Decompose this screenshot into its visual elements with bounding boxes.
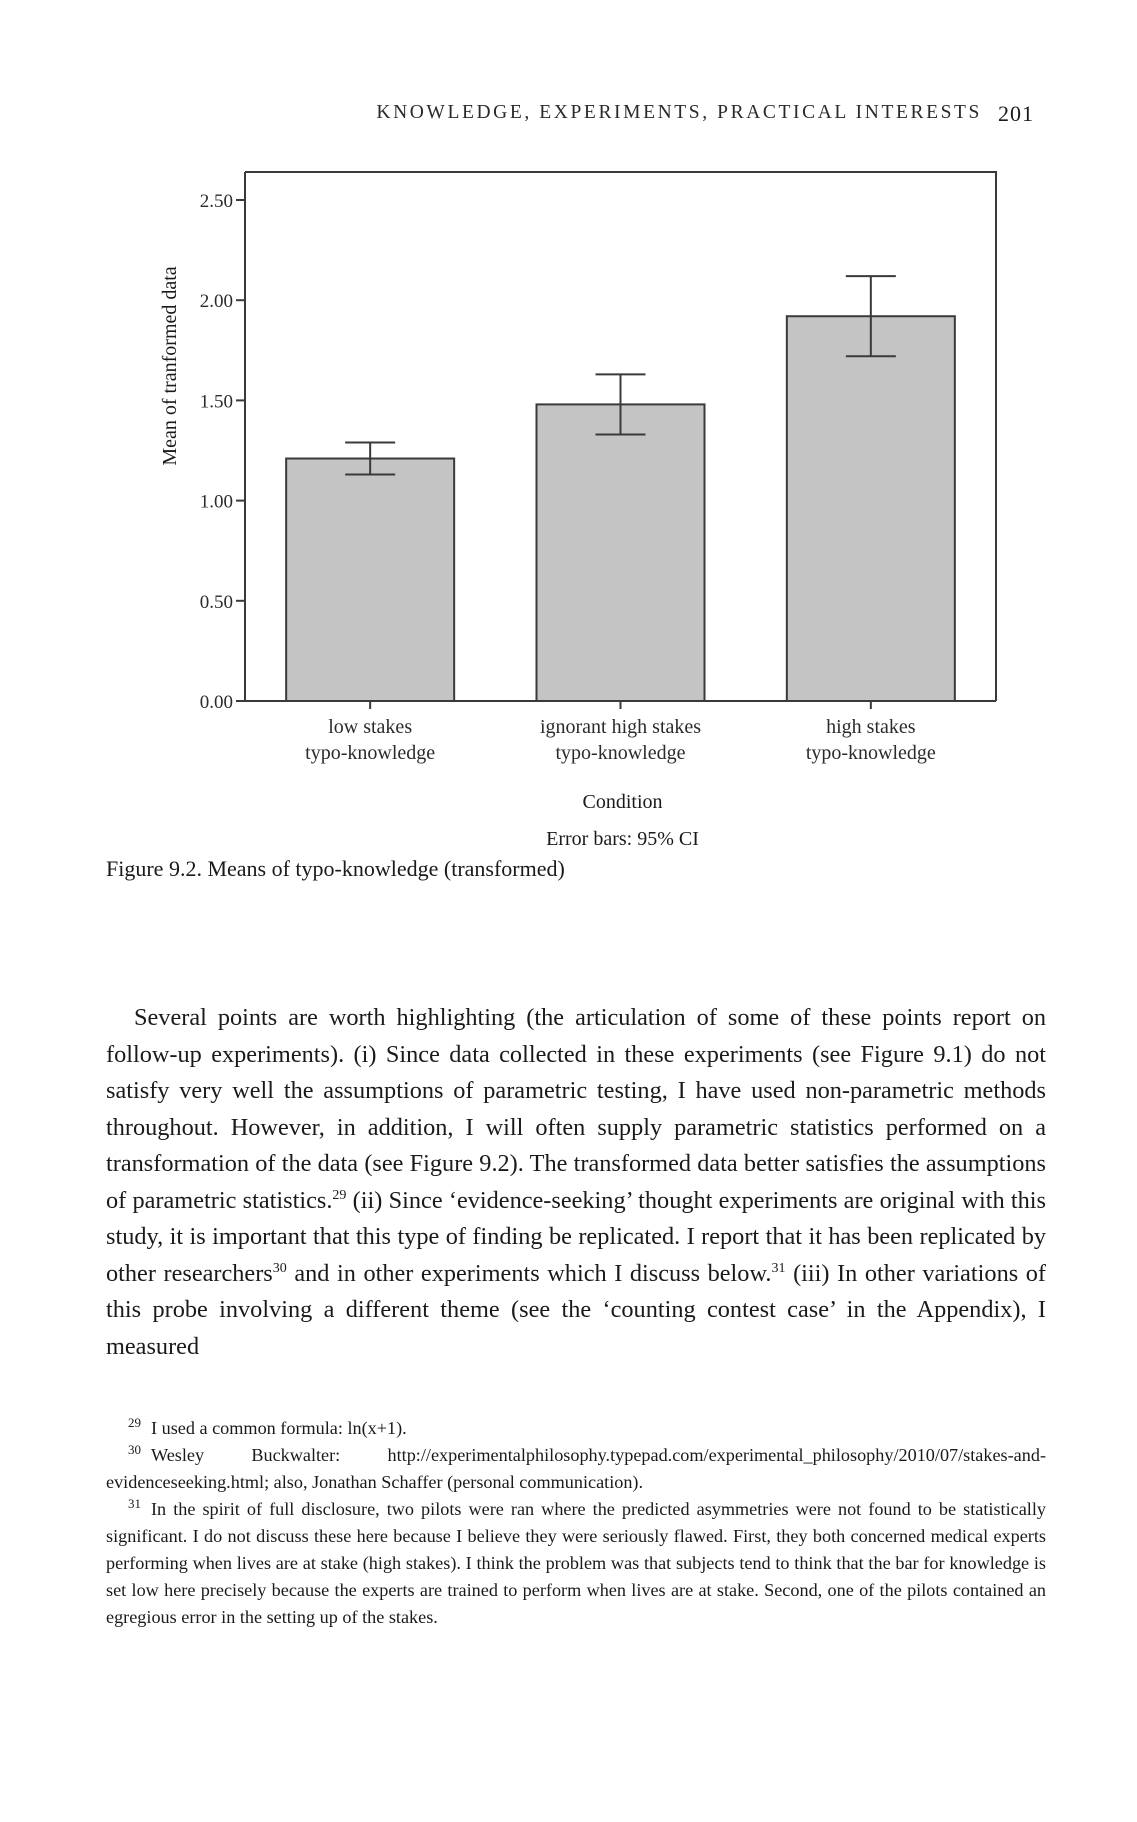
y-axis-title: Mean of tranformed data <box>159 266 181 466</box>
bar <box>787 316 955 701</box>
y-tick-label: 0.00 <box>199 692 233 713</box>
running-title: KNOWLEDGE, EXPERIMENTS, PRACTICAL INTERESTS <box>376 102 982 123</box>
y-tick-label: 2.00 <box>199 291 233 313</box>
footnote-number: 29 <box>128 1415 141 1430</box>
x-tick-label: low stakes typo-knowledge <box>305 716 436 764</box>
footnote-ref-31[interactable]: 31 <box>771 1260 786 1276</box>
bar-chart <box>0 0 1137 850</box>
footnote-30 <box>106 1442 1046 1496</box>
body-text-part-2: (ii) Since ‘evidence-seeking’ thought experiments are original with this study, it is important that this type of finding be replicated. I report that it has been replicated by other researchers <box>106 1186 1046 1287</box>
error-bar-note: Error bars: 95% CI <box>546 828 699 850</box>
y-tick-label: 0.50 <box>199 591 233 613</box>
footnote-number: 31 <box>128 1496 141 1511</box>
body-text-part-3: and in other experiments which I discuss below. <box>286 1259 772 1287</box>
footnote-number: 30 <box>128 1442 141 1457</box>
body-paragraph <box>106 1000 1046 1365</box>
x-axis-title: Condition <box>582 791 663 813</box>
footnote-ref-30[interactable]: 30 <box>272 1260 287 1276</box>
x-tick-label: ignorant high stakes typo-knowledge <box>539 716 702 764</box>
footnote-text: Wesley Buckwalter: http://experimentalphilosophy.typepad.com/experimental_philosophy/2010/07/stakes-and-evidenceseeking.html; also, Jonathan Schaffer (personal communication). <box>106 1445 1046 1492</box>
footnote-text: In the spirit of full disclosure, two pilots were ran where the predicted asymmetries were not found to be statistically significant. I do not discuss these here because I believe they were seriously flawed. First, they both concerned medical experts performing when lives are at stake (high stakes). I think the problem was that subjects tend to think that the bar for knowledge is set low here precisely because the experts are trained to perform when lives are at stake. Second, one of the pilots contained an egregious error in the setting up of the stakes. <box>106 1499 1046 1627</box>
bar <box>537 404 705 701</box>
y-tick-label: 2.50 <box>199 191 233 212</box>
page-number: 201 <box>998 101 1034 126</box>
footnotes <box>106 1415 1046 1631</box>
footnote-ref-29[interactable]: 29 <box>332 1187 347 1203</box>
y-tick-label: 1.00 <box>199 491 233 513</box>
figure-caption: Figure 9.2. Means of typo-knowledge (transformed) <box>106 856 565 881</box>
x-tick-label: high stakes typo-knowledge <box>805 716 936 764</box>
body-text-part-4: (iii) In other variations of this probe involving a different theme (see the ‘counting contest case’ in the Appendix), I measured <box>106 1259 1046 1360</box>
y-tick-label: 1.50 <box>199 391 233 413</box>
bar <box>286 459 454 701</box>
footnote-31 <box>106 1496 1046 1631</box>
footnote-29 <box>106 1415 1046 1442</box>
body-text-part-1: Several points are worth highlighting (the articulation of some of these points report on follow-up experiments). (i) Since data collected in these experiments (see Figure 9.1) do not satisfy very well the assumptions of parametric testing, I have used non-parametric methods throughout. However, in addition, I will often supply parametric statistics performed on a transformation of the data (see Figure 9.2). The transformed data better satisfies the assumptions of parametric statistics. <box>106 1004 1046 1214</box>
footnote-text: I used a common formula: ln(x+1). <box>151 1418 407 1438</box>
